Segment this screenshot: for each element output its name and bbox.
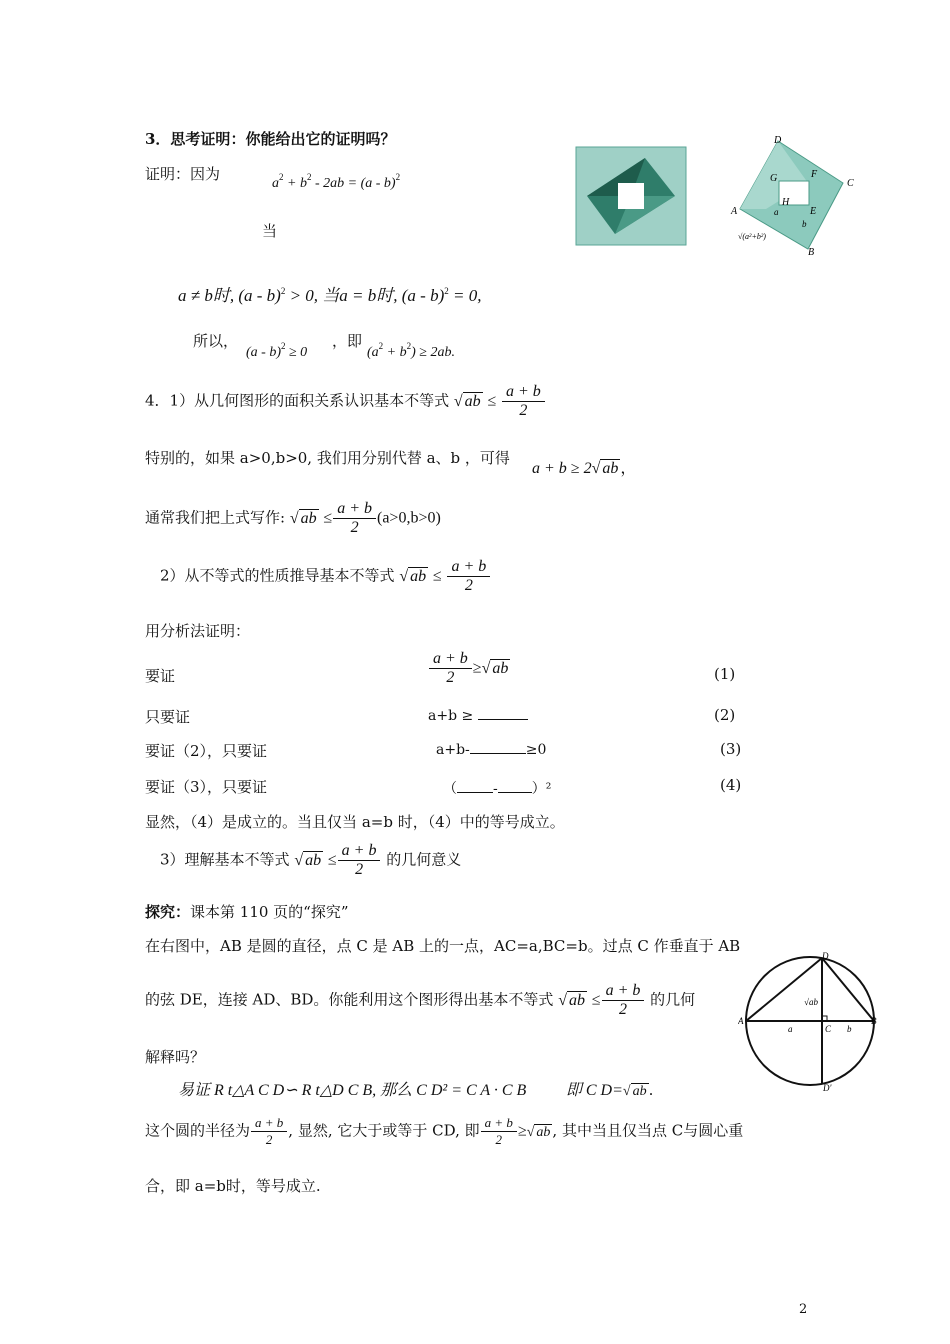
label-Dprime: D' [823,1083,832,1093]
s4-p3: 3）理解基本不等式 √ ab ≤ $\frac{a + b}{2}$ 的几何意义 [160,842,462,878]
label-hyp: √(a²+b²) [738,232,766,241]
usually-line: 通常我们把上式写作: √ ab ≤ $\frac{a + b}{2}$ (a>0,b>0) [145,500,441,536]
analysis-label: 用分析法证明： [145,622,251,640]
label-a: a [774,207,779,217]
label-D-top: D [822,951,829,961]
explore-line5: 这个圆的半径为 $\frac{a + b}{2}$ , 显然, 它大于或等于 CD, 即 $\frac{a + b}{2}$ ≥√ ab , 其中当且仅当点 C与圆心重 [145,1115,744,1147]
so-eq1: (a - b)$^2$ ≥ 0 [246,341,308,360]
frac-ab2: $\frac{a + b}{2}$ [504,383,543,420]
condition-line: a ≠ b时, (a - b)$^2$ > 0, 当a = b时, (a - b)$^2$ = 0, [178,286,482,305]
label-b: b [802,219,807,229]
explore-line: 探究：课本第 110 页的“探究” [145,903,349,921]
s4-p1: 4．1）从几何图形的面积关系认识基本不等式 √ ab ≤ $\frac{a + b}{2}$ [145,383,546,420]
row4-label: 要证（3），只要证 [145,778,268,796]
ji-text: ，即 [332,332,363,350]
explore-line2: 的弦 DE，连接 AD、BD。你能利用这个图形得出基本不等式 √ ab ≤ $\frac{a + b}{2}$ 的几何 [145,982,696,1018]
square-pinwheel-figure [575,146,687,246]
page-number: 2 [799,1302,808,1317]
label-B2: B [871,1016,877,1026]
row3-expr: a+b- ≥0 [436,742,547,758]
row4-num: (4) [720,776,742,794]
explore-line4: 易证 R t△A C D∽ R t△D C B, 那么 C D² = C A · C B 即 C D=√ ab . [178,1081,654,1099]
row1-num: (1) [714,665,736,683]
label-a2: a [788,1024,793,1034]
row3-num: (3) [720,740,742,758]
label-F: F [811,169,818,180]
section3-title: 3．思考证明：你能给出它的证明吗？ [145,130,396,148]
special-eq: a + b ≥ 2√ ab ， [532,460,637,477]
blank-2[interactable] [478,719,528,720]
row3-label: 要证（2），只要证 [145,742,268,760]
row2-num: (2) [714,706,736,724]
blank-4a[interactable] [457,792,493,793]
label-B: B [808,247,815,258]
row1-label: 要证 [145,667,176,685]
label-G: G [770,173,778,184]
label-b2: b [847,1024,852,1034]
label-E: E [810,206,817,217]
label-A: A [731,206,738,217]
circle-figure [738,950,883,1095]
dang-text: 当 [262,222,278,240]
obvious-line: 显然，（4）是成立的。当且仅当 a=b 时，（4）中的等号成立。 [145,813,565,831]
label-H: H [782,197,790,208]
label-C2: C [825,1024,832,1034]
s4-p2: 2）从不等式的性质推导基本不等式 √ ab ≤ $\frac{a + b}{2}$ [160,558,491,595]
blank-3[interactable] [470,753,526,754]
row2-label: 只要证 [145,708,191,726]
label-sqrtab: √ab [804,997,818,1007]
explore-line1: 在右图中，AB 是圆的直径，点 C 是 AB 上的一点，AC=a,BC=b。过点 C 作垂直于 AB [145,937,741,955]
sqrt-ab: √ ab [453,392,481,410]
blank-4b[interactable] [498,792,532,793]
label-C: C [847,178,854,189]
explore-line3: 解释吗？ [145,1048,206,1066]
label-A2: A [738,1016,744,1026]
so-eq2: $(a^2 + b^2) \ge 2ab$. [367,341,455,360]
row2-expr: a+b ≥ [428,708,528,724]
label-D: D [774,135,782,146]
explore-line6: 合，即 a=b时，等号成立. [145,1177,321,1195]
identity-eq: $a^2 + b^2 - 2ab = (a - b)^2$ [272,172,401,191]
so-label: 所以， [193,332,239,350]
row1-expr: $\frac{a + b}{2}$ ≥√ ab [428,650,510,687]
proof-label: 证明：因为 [145,165,221,183]
square-labeled-figure [728,131,863,259]
s4-p1-text: 4．1）从几何图形的面积关系认识基本不等式 [145,391,450,410]
row4-expr: （ - ）² [443,781,552,797]
special-line: 特别的，如果 a>0,b>0, 我们用分别代替 a、b ，可得 [145,449,510,467]
